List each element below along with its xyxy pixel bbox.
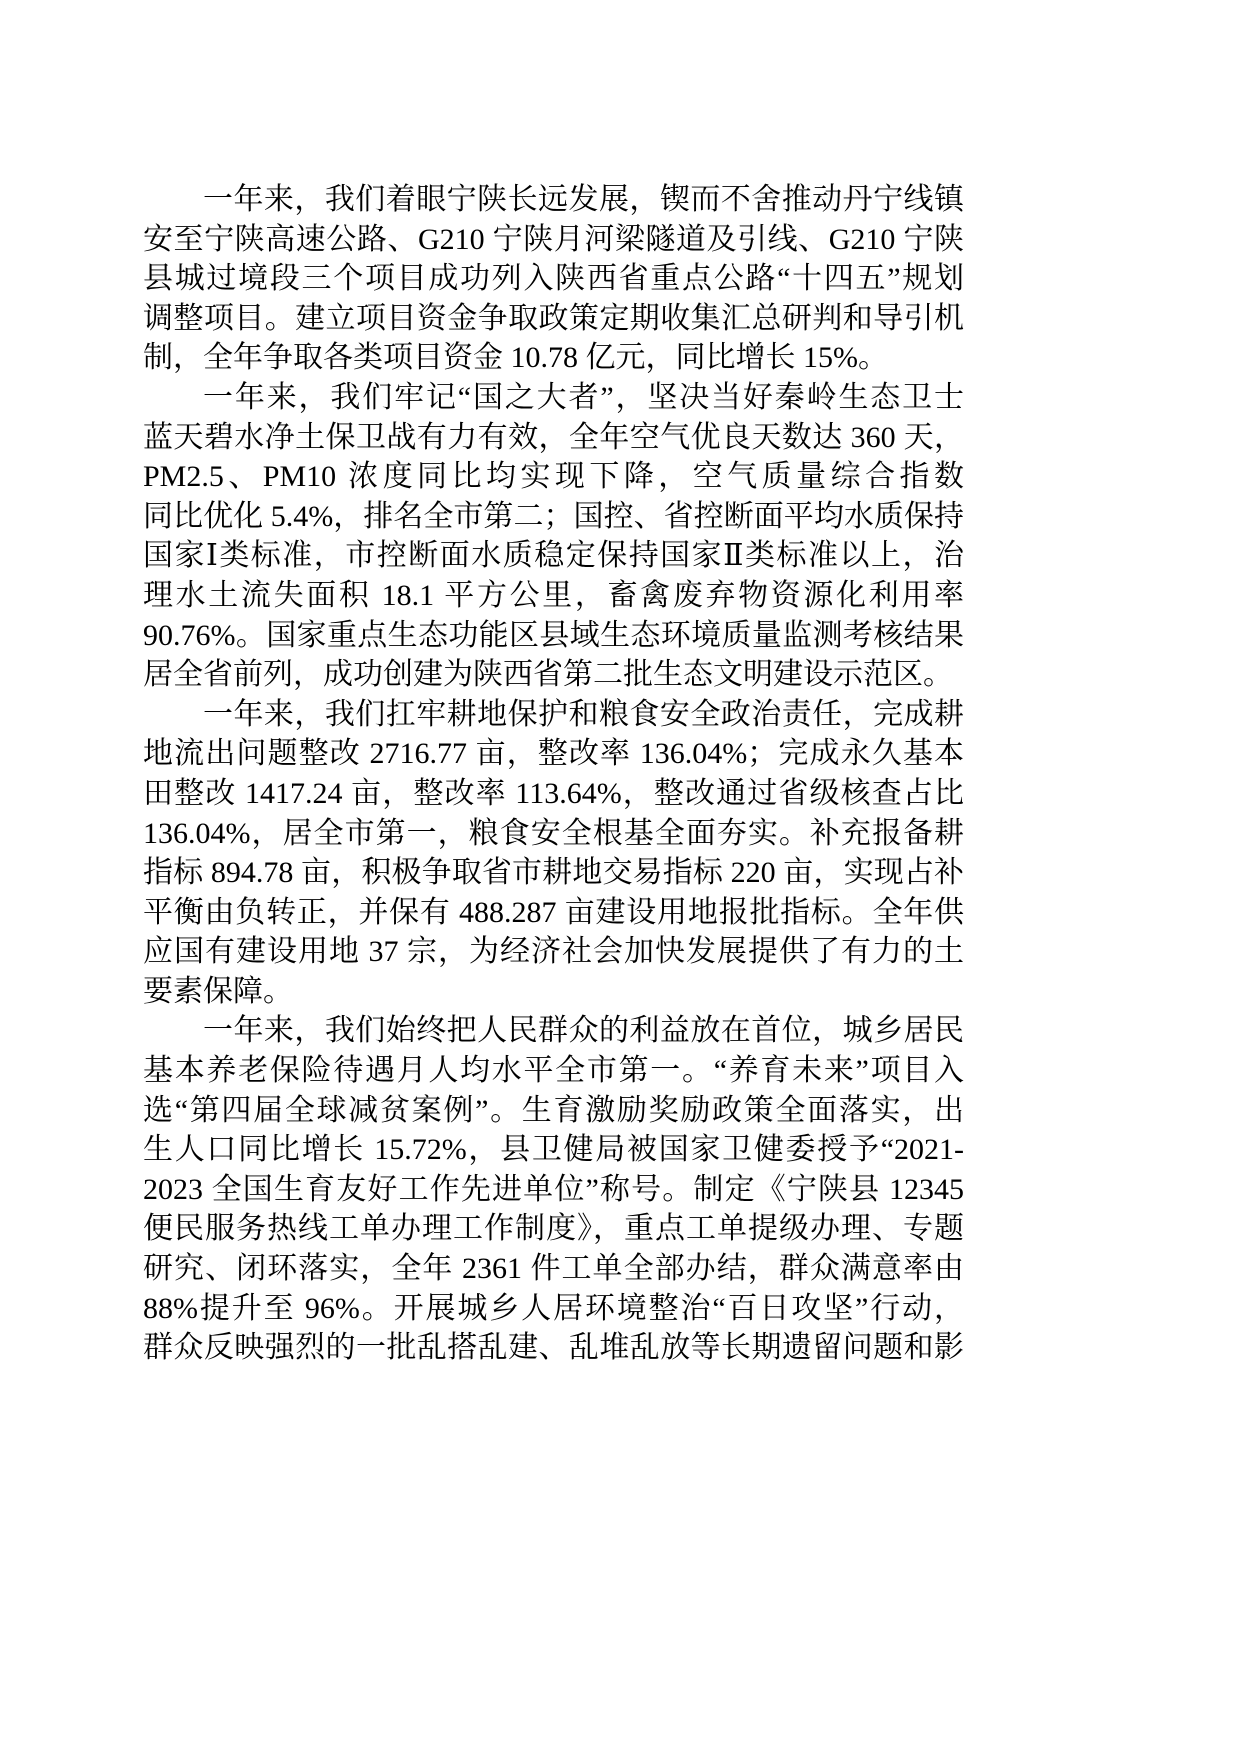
text-line: 安至宁陕高速公路、G210 宁陕月河梁隧道及引线、G210 宁陕	[143, 222, 964, 256]
text-line: 选“第四届全球减贫案例”。生育激励奖励政策全面落实，出	[143, 1093, 964, 1127]
text-line: 田整改 1417.24 亩，整改率 113.64%，整改通过省级核查占比	[143, 776, 964, 810]
text-line: 群众反映强烈的一批乱搭乱建、乱堆乱放等长期遗留问题和影	[143, 1331, 964, 1365]
text-line: 理水土流失面积 18.1 平方公里，畜禽废弃物资源化利用率	[143, 578, 964, 612]
paragraph-livelihood	[143, 1011, 964, 1367]
text-line: 居全省前列，成功创建为陕西省第二批生态文明建设示范区。	[143, 658, 953, 692]
text-line: 90.76%。国家重点生态功能区县域生态环境质量监测考核结果	[143, 618, 964, 652]
text-line: 指标 894.78 亩，积极争取省市耕地交易指标 220 亩，实现占补	[143, 856, 964, 890]
text-line: 应国有建设用地 37 宗，为经济社会加快发展提供了有力的土	[143, 935, 964, 969]
text-line: 一年来，我们始终把人民群众的利益放在首位，城乡居民	[203, 1014, 964, 1048]
body-text	[143, 180, 964, 1368]
text-line: PM2.5、PM10 浓度同比均实现下降，空气质量综合指数	[143, 460, 964, 494]
text-line: 基本养老保险待遇月人均水平全市第一。“养育未来”项目入	[143, 1054, 964, 1088]
text-line: 88%提升至 96%。开展城乡人居环境整治“百日攻坚”行动，	[143, 1291, 964, 1325]
text-line: 蓝天碧水净土保卫战有力有效，全年空气优良天数达 360 天，	[143, 420, 964, 454]
text-line: 便民服务热线工单办理工作制度》，重点工单提级办理、专题	[143, 1212, 964, 1246]
text-line: 同比优化 5.4%，排名全市第二；国控、省控断面平均水质保持	[143, 499, 964, 533]
text-line: 2023 全国生育友好工作先进单位”称号。制定《宁陕县 12345	[143, 1172, 964, 1206]
text-line: 一年来，我们着眼宁陕长远发展，锲而不舍推动丹宁线镇	[203, 183, 964, 216]
paragraph-farmland	[143, 695, 964, 1012]
text-line: 县城过境段三个项目成功列入陕西省重点公路“十四五”规划	[143, 262, 964, 296]
text-line: 生人口同比增长 15.72%，县卫健局被国家卫健委授予“2021-	[143, 1133, 964, 1167]
text-line: 国家Ⅰ类标准，市控断面水质稳定保持国家Ⅱ类标准以上，治	[143, 539, 964, 573]
text-line: 要素保障。	[143, 974, 293, 1008]
paragraph-projects	[143, 180, 964, 378]
text-line: 调整项目。建立项目资金争取政策定期收集汇总研判和导引机	[143, 301, 964, 335]
text-line: 研究、闭环落实，全年 2361 件工单全部办结，群众满意率由	[143, 1252, 964, 1286]
paragraph-ecology	[143, 378, 964, 695]
text-line: 136.04%，居全市第一，粮食安全根基全面夯实。补充报备耕	[143, 816, 964, 850]
text-line: 一年来，我们牢记“国之大者”，坚决当好秦岭生态卫士	[203, 380, 964, 414]
text-line: 制，全年争取各类项目资金 10.78 亿元，同比增长 15%。	[143, 341, 888, 375]
text-line: 地流出问题整改 2716.77 亩，整改率 136.04%；完成永久基本	[143, 737, 964, 771]
text-line: 一年来，我们扛牢耕地保护和粮食安全政治责任，完成耕	[203, 697, 964, 731]
text-line: 平衡由负转正，并保有 488.287 亩建设用地报批指标。全年供	[143, 895, 964, 929]
